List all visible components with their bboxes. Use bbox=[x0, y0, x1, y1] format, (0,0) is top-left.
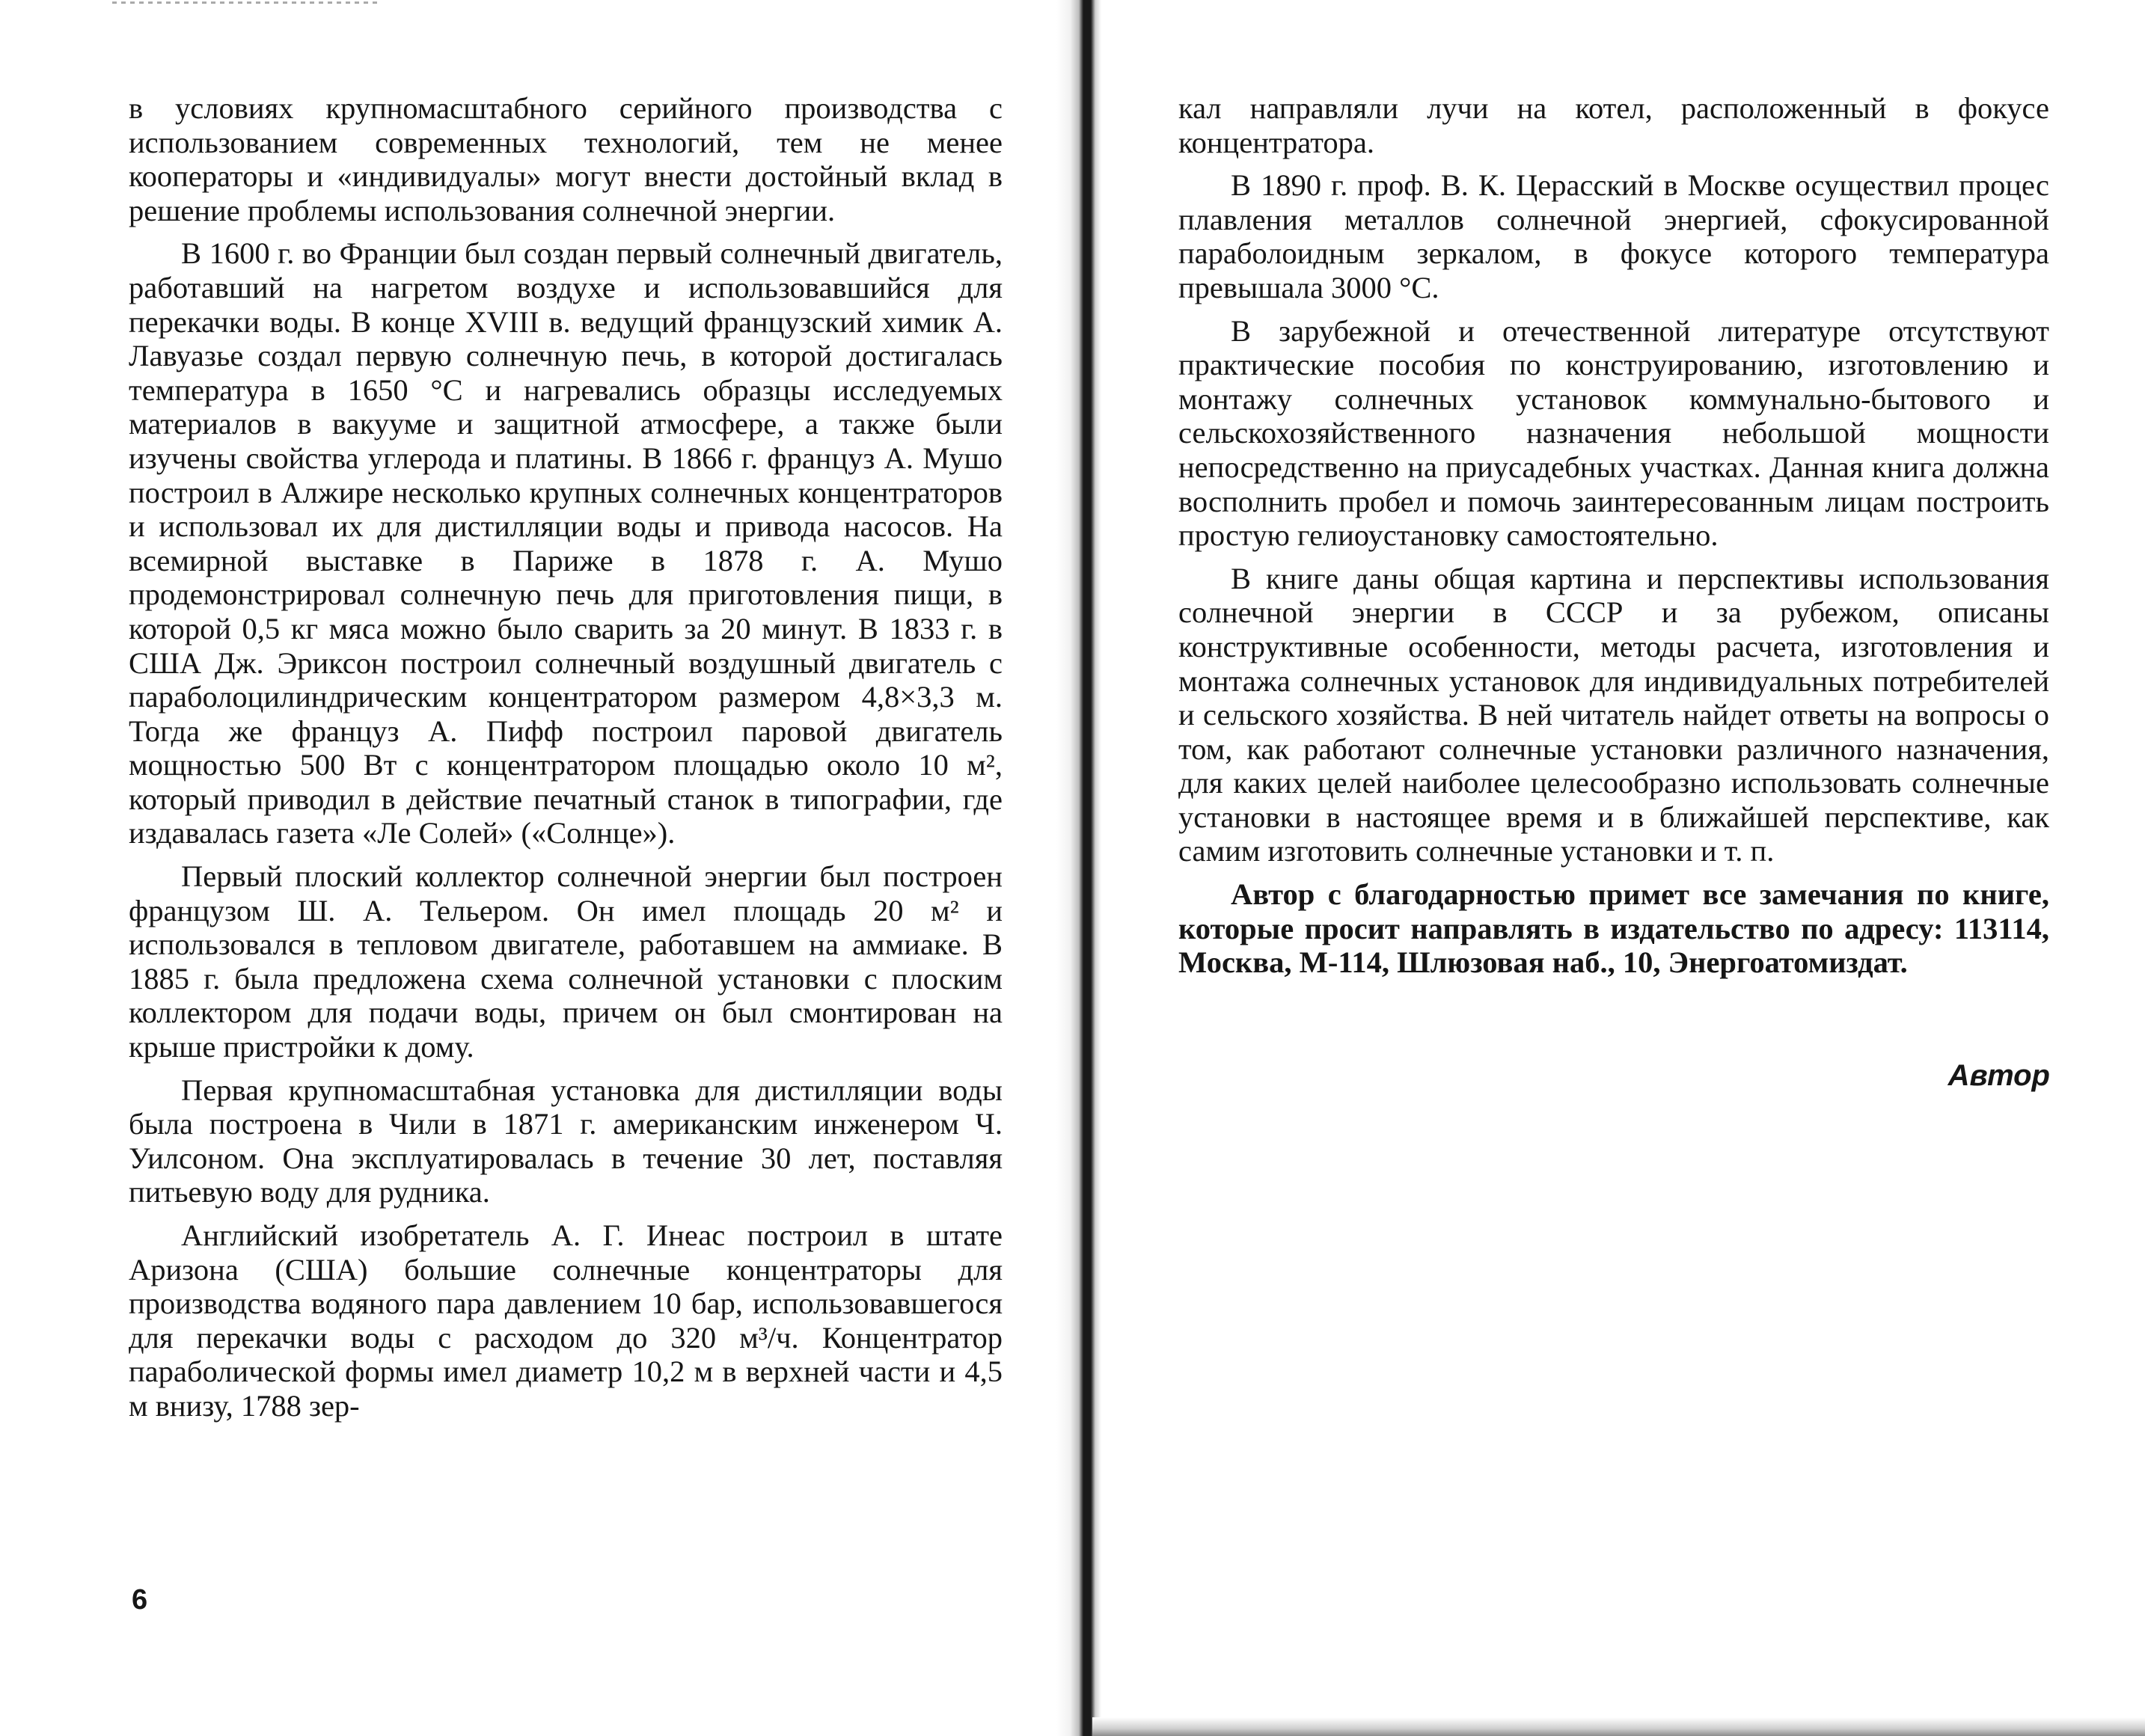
left-page bbox=[129, 91, 1003, 1432]
left-paragraph-1: в условиях крупномасштабного серийного производства с использованием современных технологий, тем не менее кооператоры и «индивидуалы» могут внести достойный вклад в решение проблемы использования солнечной энергии. bbox=[129, 91, 1003, 227]
right-paragraph-4: В книге даны общая картина и перспективы использования солнечной энергии в СССР и за рубежом, описаны конструктивные особенности, методы расчета, изготовления и монтажа солнечных установок для индивидуальных потребителей и сельского хозяйства. В ней читатель найдет ответы на вопросы о том, как работают солнечные установки различного назначения, для каких целей наиболее целесообразно использовать солнечные установки в настоящее время и в ближайшей перспективе, как самим изготовить солнечные установки и т. п. bbox=[1178, 561, 2049, 868]
right-paragraph-2: В 1890 г. проф. В. К. Церасский в Москве осуществил процес плавления металлов солнечной энергией, сфокусированной параболоидным зеркалом, в фокусе которого температура превышала 3000 °С. bbox=[1178, 168, 2049, 304]
left-paragraph-2: В 1600 г. во Франции был создан первый солнечный двигатель, работавший на нагретом воздухе и использовавшийся для перекачки воды. В конце XVIII в. ведущий французский химик А. Лавуазье создал первую солнечную печь, в которой достигалась температура в 1650 °С и нагревались образцы исследуемых материалов в вакууме и защитной атмосфере, а также были изучены свойства углерода и платины. В 1866 г. француз А. Мушо построил в Алжире несколько крупных солнечных концентраторов и использовал их для дистилляции воды и привода насосов. На всемирной выставке в Париже в 1878 г. А. Мушо продемонстрировал солнечную печь для приготовления пищи, в которой 0,5 кг мяса можно было сварить за 20 минут. В 1833 г. в США Дж. Эриксон построил солнечный воздушный двигатель с параболоцилиндрическим концентратором размером 4,8×3,3 м. Тогда же француз А. Пифф построил паровой двигатель мощностью 500 Вт с концентратором площадью около 10 м², который приводил в действие печатный станок в типографии, где издавалась газета «Ле Солей» («Солнце»). bbox=[129, 236, 1003, 850]
author-signature: Автор bbox=[1947, 1059, 2050, 1092]
book-gutter bbox=[1056, 0, 1101, 1736]
left-paragraph-3: Первый плоский коллектор солнечной энергии был построен французом Ш. А. Тельером. Он имел площадь 20 м² и использовался в тепловом двигателе, работавшем на аммиаке. В 1885 г. была предложена схема солнечной установки с плоским коллектором для подачи воды, причем он был смонтирован на крыше пристройки к дому. bbox=[129, 859, 1003, 1064]
right-paragraph-3: В зарубежной и отечественной литературе отсутствуют практические пособия по конструированию, изготовлению и монтажу солнечных установок коммунально-бытового и сельскохозяйственного назначения небольшой мощности непосредственно на приусадебных участках. Данная книга должна восполнить пробел и помочь заинтересованным лицам построить простую гелиоустановку самостоятельно. bbox=[1178, 313, 2049, 553]
right-paragraph-5: Автор с благодарностью примет все замечания по книге, которые просит направлять в издательство по адресу: 113114, Москва, М-114, Шлюзовая наб., 10, Энергоатомиздат. bbox=[1178, 877, 2049, 980]
scan-artifact-rule bbox=[112, 1, 382, 4]
left-paragraph-4: Первая крупномасштабная установка для дистилляции воды была построена в Чили в 1871 г. американским инженером Ч. Уилсоном. Она эксплуатировалась в течение 30 лет, поставляя питьевую воду для рудника. bbox=[129, 1073, 1003, 1209]
right-paragraph-1: кал направляли лучи на котел, расположенный в фокусе концентратора. bbox=[1178, 91, 2049, 159]
right-page bbox=[1178, 91, 2049, 989]
left-paragraph-5: Английский изобретатель А. Г. Инеас построил в штате Аризона (США) большие солнечные концентраторы для производства водяного пара давлением 10 бар, использовавшегося для перекачки воды с расходом до 320 м³/ч. Концентратор параболической формы имел диаметр 10,2 м в верхней части и 4,5 м внизу, 1788 зер- bbox=[129, 1218, 1003, 1423]
page-number: 6 bbox=[132, 1584, 148, 1616]
page-edge-shadow bbox=[1092, 1717, 2145, 1736]
